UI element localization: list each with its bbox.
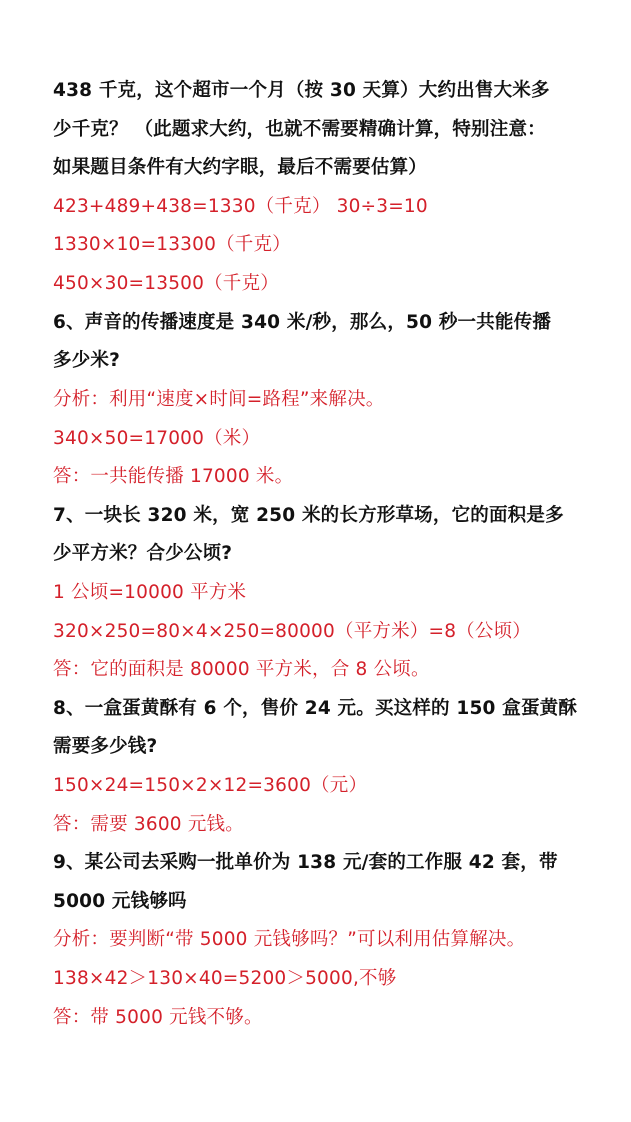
problem-9-text-line-1: 9、某公司去采购一批单价为 138 元/套的工作服 42 套，带 xyxy=(53,852,558,873)
problem-8-text-line-2: 需要多少钱? xyxy=(53,736,158,757)
problem-9-calc: 138×42＞130×40=5200＞5000,不够 xyxy=(53,968,397,989)
problem-9-analysis: 分析：要判断“带 5000 元钱够吗？”可以利用估算解决。 xyxy=(53,929,526,950)
problem-5-text-line-3: 如果题目条件有大约字眼，最后不需要估算） xyxy=(53,157,428,178)
problem-6-answer: 答：一共能传播 17000 米。 xyxy=(53,466,294,487)
problem-7-calc: 320×250=80×4×250=80000（平方米）=8（公顷） xyxy=(53,621,531,642)
problem-5-calc-2: 1330×10=13300（千克） xyxy=(53,234,291,255)
problem-5-calc-3: 450×30=13500（千克） xyxy=(53,273,279,294)
problem-7-note: 1 公顷=10000 平方米 xyxy=(53,582,247,603)
problem-9-text-line-2: 5000 元钱够吗 xyxy=(53,891,187,912)
problem-8-calc: 150×24=150×2×12=3600（元） xyxy=(53,775,368,796)
problem-6-text-line-1: 6、声音的传播速度是 340 米/秒，那么，50 秒一共能传播 xyxy=(53,312,552,333)
problem-7-answer: 答：它的面积是 80000 平方米，合 8 公顷。 xyxy=(53,659,430,680)
problem-6-text-line-2: 多少米? xyxy=(53,350,121,371)
problem-5-text-line-2: 少千克？ （此题求大约，也就不需要精确计算，特别注意： xyxy=(53,119,546,140)
problem-9-answer: 答：带 5000 元钱不够。 xyxy=(53,1007,263,1028)
problem-6-analysis: 分析：利用“速度×时间=路程”来解决。 xyxy=(53,389,385,410)
problem-8-answer: 答：需要 3600 元钱。 xyxy=(53,814,244,835)
problem-6-calc: 340×50=17000（米） xyxy=(53,428,261,449)
problem-8-text-line-1: 8、一盒蛋黄酥有 6 个，售价 24 元。买这样的 150 盒蛋黄酥 xyxy=(53,698,578,719)
problem-5-text-line-1: 438 千克，这个超市一个月（按 30 天算）大约出售大米多 xyxy=(53,80,550,101)
problem-7-text-line-1: 7、一块长 320 米，宽 250 米的长方形草场，它的面积是多 xyxy=(53,505,564,526)
problem-5-calc-1: 423+489+438=1330（千克） 30÷3=10 xyxy=(53,196,428,217)
problem-7-text-line-2: 少平方米？合少公顷? xyxy=(53,543,233,564)
